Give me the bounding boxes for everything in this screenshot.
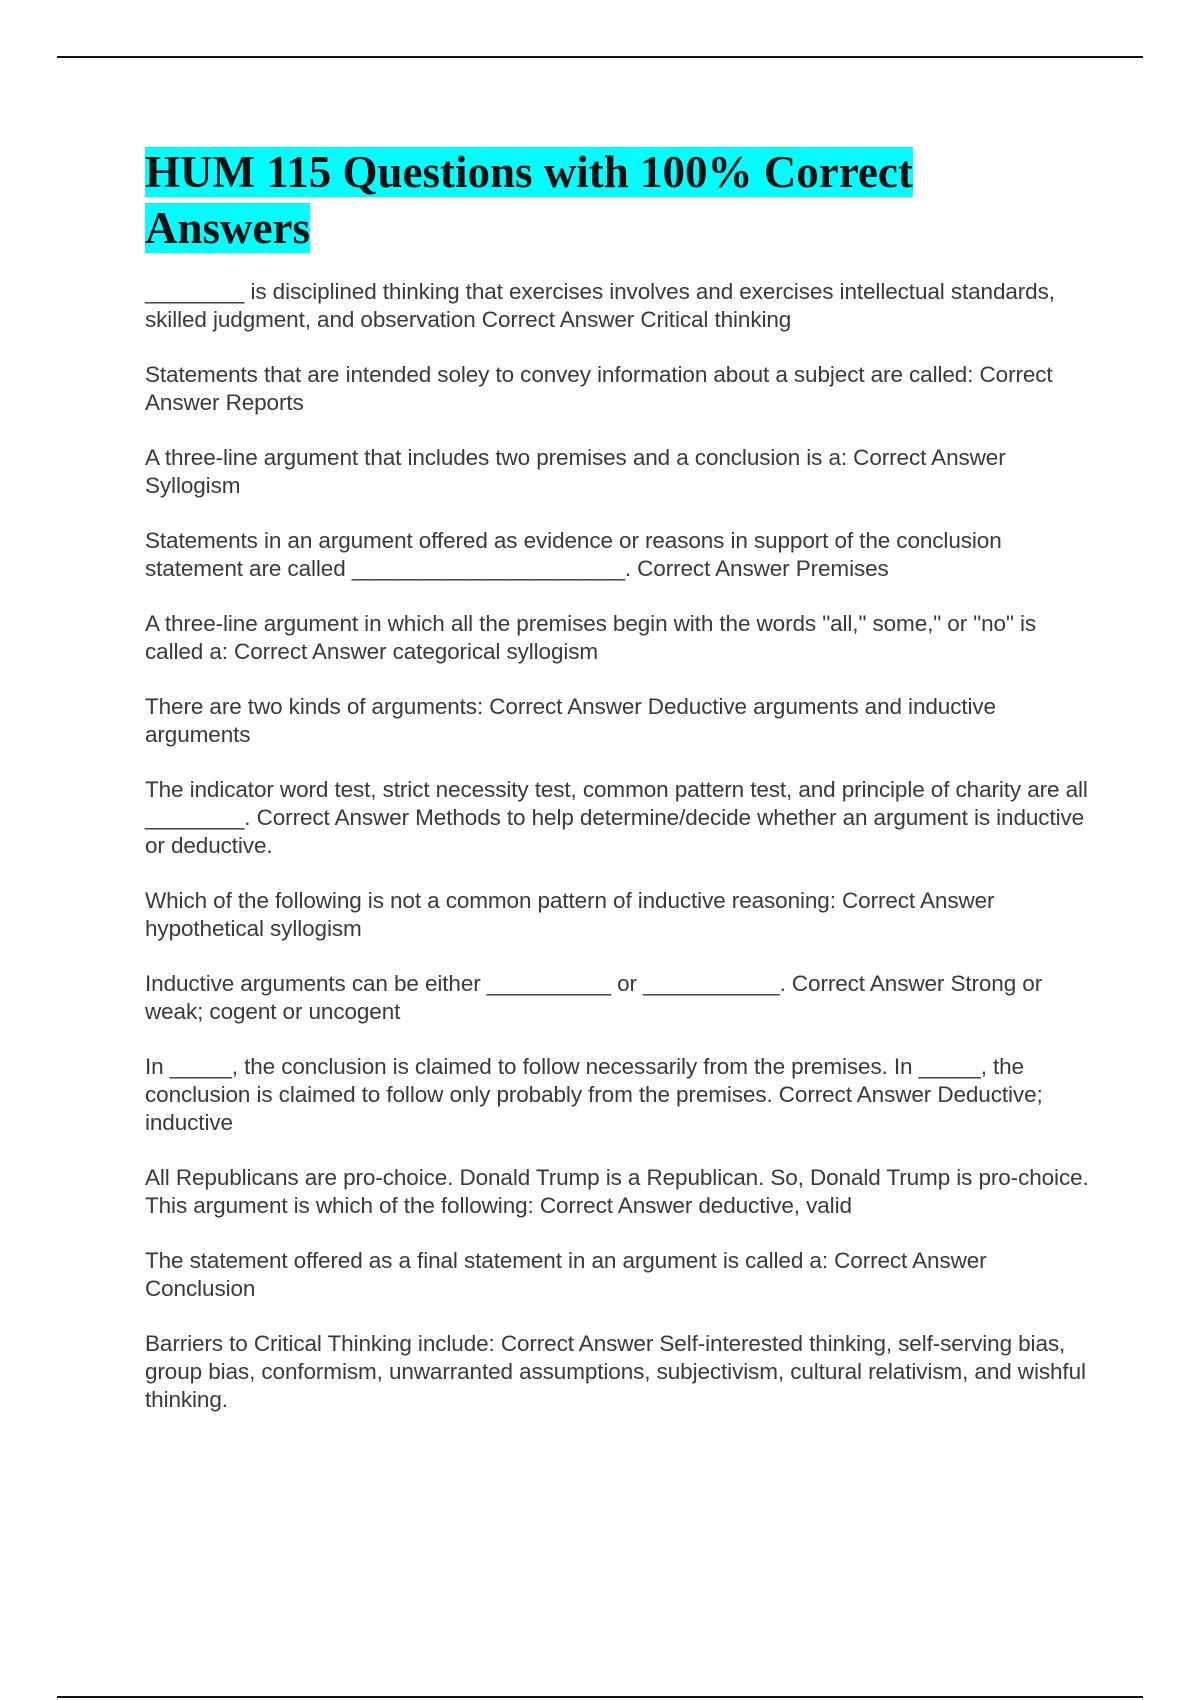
top-rule (57, 56, 1143, 58)
document-body (145, 144, 1095, 1441)
qa-item: Inductive arguments can be either __________ or ___________. Correct Answer Strong or weak; cogent or uncogent (145, 971, 1043, 1024)
qa-item: Barriers to Critical Thinking include: Correct Answer Self-interested thinking, self-serving bias, group bias, conformism, unwarranted assumptions, subjectivism, cultural relativism, and wishful thinking. (145, 1331, 1086, 1412)
qa-item: A three-line argument that includes two premises and a conclusion is a: Correct Answer Syllogism (145, 445, 1006, 498)
qa-item: Statements that are intended soley to convey information about a subject are called: Correct Answer Reports (145, 362, 1053, 415)
qa-item: All Republicans are pro-choice. Donald Trump is a Republican. So, Donald Trump is pro-choice. This argument is which of the following: Correct Answer deductive, valid (145, 1165, 1089, 1218)
qa-item: There are two kinds of arguments: Correct Answer Deductive arguments and inductive arguments (145, 694, 996, 747)
qa-item: In _____, the conclusion is claimed to follow necessarily from the premises. In _____, the conclusion is claimed to follow only probably from the premises. Correct Answer Deductive; inductive (145, 1054, 1043, 1135)
title-highlight: HUM 115 Questions with 100% Correct Answers (145, 147, 913, 253)
qa-item: Which of the following is not a common pattern of inductive reasoning: Correct Answer hypothetical syllogism (145, 888, 995, 941)
bottom-rule (57, 1696, 1143, 1698)
qa-item: A three-line argument in which all the premises begin with the words "all," some," or "no" is called a: Correct Answer categorical syllogism (145, 611, 1037, 664)
page-title (145, 144, 1005, 256)
qa-item: The indicator word test, strict necessity test, common pattern test, and principle of charity are all ________. Correct Answer Methods to help determine/decide whether an argument is inductive or deductive. (145, 777, 1088, 858)
qa-item: Statements in an argument offered as evidence or reasons in support of the conclusion statement are called ______________________. Correct Answer Premises (145, 528, 1002, 581)
qa-item: The statement offered as a final statement in an argument is called a: Correct Answer Conclusion (145, 1248, 987, 1301)
qa-item: ________ is disciplined thinking that exercises involves and exercises intellectual standards, skilled judgment, and observation Correct Answer Critical thinking (145, 279, 1055, 332)
